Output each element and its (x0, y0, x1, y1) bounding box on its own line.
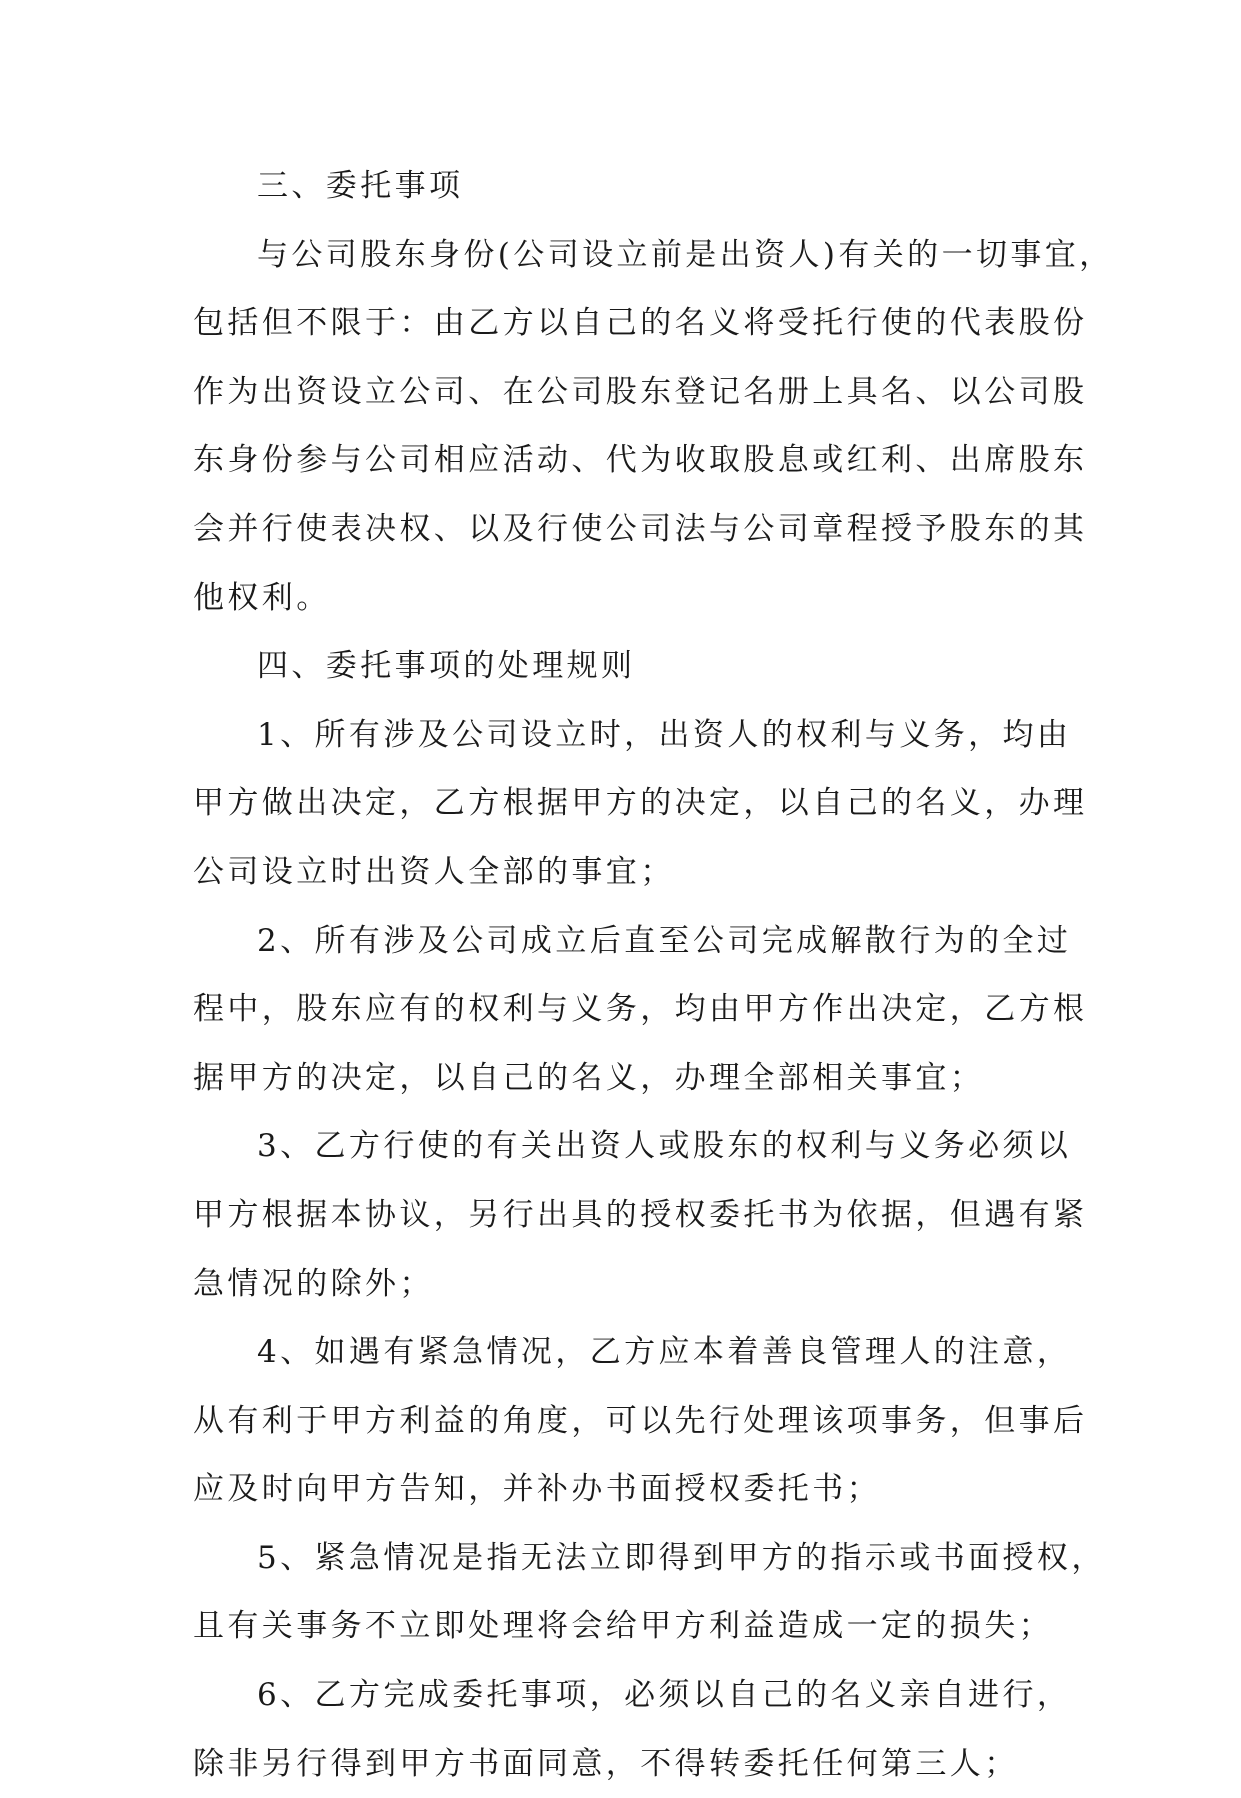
paragraph-line: 程中，股东应有的权利与义务，均由甲方作出决定，乙方根 (193, 991, 1088, 1028)
paragraph-line: 2、所有涉及公司成立后直至公司完成解散行为的全过 (257, 922, 1072, 959)
rule-item-5 (193, 1524, 1106, 1661)
paragraph-line: 应及时向甲方告知，并补办书面授权委托书； (193, 1471, 881, 1508)
paragraph-line: 他权利。 (193, 579, 331, 616)
paragraph-line: 作为出资设立公司、在公司股东登记名册上具名、以公司股 (193, 373, 1088, 410)
paragraph-line: 且有关事务不立即处理将会给甲方利益造成一定的损失； (193, 1608, 1053, 1645)
paragraph-line: 从有利于甲方利益的角度，可以先行处理该项事务，但事后 (193, 1402, 1088, 1439)
paragraph-line: 东身份参与公司相应活动、代为收取股息或红利、出席股东 (193, 442, 1088, 479)
rule-item-6 (193, 1661, 1073, 1798)
document-page (193, 152, 1114, 1798)
paragraph-line: 5、紧急情况是指无法立即得到甲方的指示或书面授权， (257, 1539, 1106, 1576)
paragraph-line: 甲方做出决定，乙方根据甲方的决定，以自己的名义，办理 (193, 785, 1088, 822)
paragraph-line: 据甲方的决定，以自己的名义，办理全部相关事宜； (193, 1059, 985, 1096)
paragraph-line: 会并行使表决权、以及行使公司法与公司章程授予股东的其 (193, 510, 1088, 547)
paragraph-line: 除非另行得到甲方书面同意，不得转委托任何第三人； (193, 1745, 1019, 1782)
paragraph-line: 包括但不限于：由乙方以自己的名义将受托行使的代表股份 (193, 305, 1088, 342)
rule-item-4 (193, 1318, 1088, 1524)
rule-item-2 (193, 907, 1088, 1113)
paragraph-line: 急情况的除外； (193, 1265, 434, 1302)
paragraph-line: 与公司股东身份(公司设立前是出资人)有关的一切事宜， (257, 236, 1114, 273)
paragraph-line: 3、乙方行使的有关出资人或股东的权利与义务必须以 (257, 1128, 1072, 1165)
rule-item-1 (193, 701, 1088, 907)
rule-item-3 (193, 1112, 1088, 1318)
section-4-heading: 四、委托事项的处理规则 (257, 648, 636, 685)
section-3-heading: 三、委托事项 (257, 168, 464, 204)
paragraph-line: 4、如遇有紧急情况，乙方应本着善良管理人的注意， (257, 1334, 1072, 1371)
paragraph-line: 1、所有涉及公司设立时，出资人的权利与义务，均由 (257, 716, 1072, 753)
paragraph-line: 甲方根据本协议，另行出具的授权委托书为依据，但遇有紧 (193, 1196, 1088, 1233)
paragraph-line: 公司设立时出资人全部的事宜； (193, 853, 675, 890)
section-3-paragraph (193, 221, 1114, 633)
paragraph-line: 6、乙方完成委托事项，必须以自己的名义亲自进行， (257, 1677, 1072, 1714)
